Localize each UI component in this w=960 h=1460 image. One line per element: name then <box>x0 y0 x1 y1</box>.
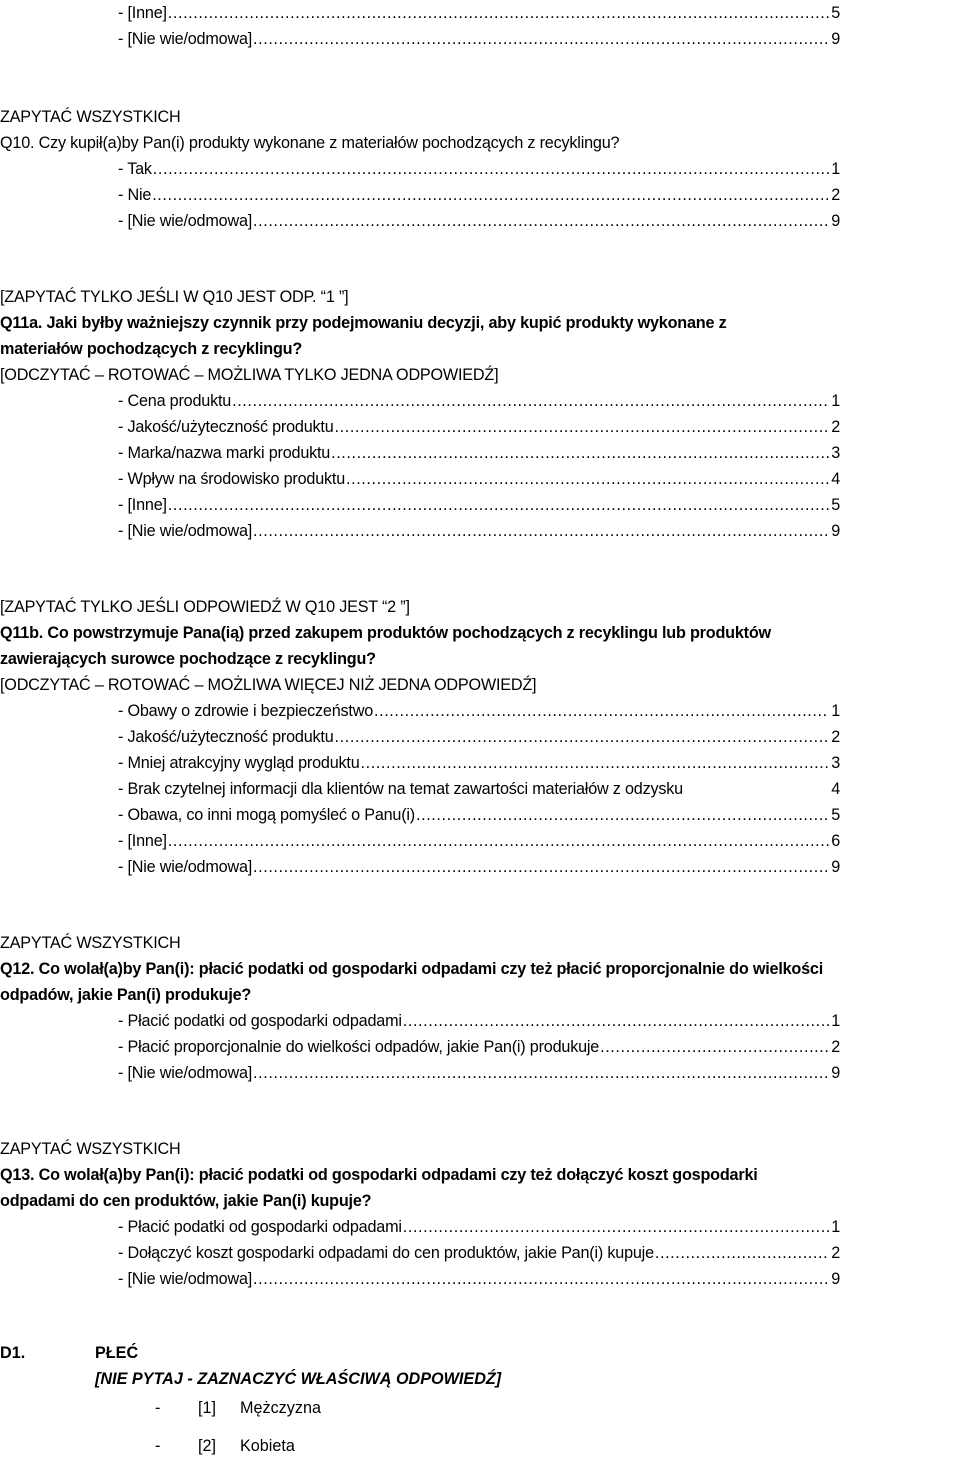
question-text: zawierających surowce pochodzące z recyklingu? <box>0 650 376 668</box>
answer-option <box>118 828 840 854</box>
answer-code: 2 <box>831 1244 840 1262</box>
answer-dash: - <box>155 1399 161 1417</box>
instruction-text: [ZAPYTAĆ TYLKO JEŚLI ODPOWIEDŹ W Q10 JEST “2 ”] <box>0 598 410 616</box>
answer-label: - [Nie wie/odmowa] <box>118 30 253 48</box>
answer-option <box>118 776 840 802</box>
question-text: Q11b. Co powstrzymuje Pana(ią) przed zakupem produktów pochodzących z recyklingu lub produktów <box>0 624 771 642</box>
question-text: odpadami do cen produktów, jakie Pan(i) kupuje? <box>0 1192 372 1210</box>
answer-label: - Obawy o zdrowie i bezpieczeństwo <box>118 702 374 720</box>
dot-leader <box>600 1034 829 1060</box>
dot-leader <box>346 466 829 492</box>
answer-option <box>118 1266 840 1292</box>
answer-code: 2 <box>831 186 840 204</box>
dot-leader <box>403 1008 829 1034</box>
answer-code: 6 <box>831 832 840 850</box>
instruction-text: ZAPYTAĆ WSZYSTKICH <box>0 108 181 126</box>
answer-code: 3 <box>831 754 840 772</box>
answer-option <box>118 440 840 466</box>
answer-option <box>118 156 840 182</box>
question-number: D1. <box>0 1344 26 1362</box>
interviewer-instruction: [NIE PYTAJ - ZAZNACZYĆ WŁAŚCIWĄ ODPOWIEDŹ] <box>95 1370 502 1388</box>
answer-label: - Brak czytelnej informacji dla klientów na temat zawartości materiałów z odzysku <box>118 780 683 798</box>
answer-label: - Wpływ na środowisko produktu <box>118 470 346 488</box>
answer-option <box>118 1214 840 1240</box>
dot-leader <box>253 1060 829 1086</box>
answer-code: 9 <box>831 212 840 230</box>
answer-code: 2 <box>831 1038 840 1056</box>
answer-label: - [Nie wie/odmowa] <box>118 522 253 540</box>
dot-leader <box>253 518 829 544</box>
dot-leader <box>374 698 829 724</box>
answer-option <box>118 182 840 208</box>
answer-label: - Dołączyć koszt gospodarki odpadami do cen produktów, jakie Pan(i) kupuje <box>118 1244 654 1262</box>
dot-leader <box>331 440 829 466</box>
dot-leader <box>253 1266 829 1292</box>
answer-label: - Jakość/użyteczność produktu <box>118 418 334 436</box>
answer-code: 3 <box>831 444 840 462</box>
answer-code: 1 <box>831 702 840 720</box>
answer-label: - [Inne] <box>118 4 167 22</box>
answer-code: 9 <box>831 30 840 48</box>
question-text: Q12. Co wolał(a)by Pan(i): płacić podatki od gospodarki odpadami czy też płacić proporcjonalnie do wielkości <box>0 960 824 978</box>
answer-code: 1 <box>831 392 840 410</box>
answer-code: 1 <box>831 160 840 178</box>
answer-label: - [Inne] <box>118 832 167 850</box>
question-text: odpadów, jakie Pan(i) produkuje? <box>0 986 252 1004</box>
answer-code: [2] <box>198 1437 216 1455</box>
dot-leader <box>153 156 829 182</box>
answer-code: 4 <box>831 470 840 488</box>
answer-label: Mężczyzna <box>240 1399 321 1417</box>
answer-option <box>118 1240 840 1266</box>
instruction-text: [ZAPYTAĆ TYLKO JEŚLI W Q10 JEST ODP. “1 ”] <box>0 288 349 306</box>
dot-leader <box>416 802 829 828</box>
answer-code: 9 <box>831 522 840 540</box>
answer-label: - Płacić podatki od gospodarki odpadami <box>118 1012 402 1030</box>
dot-leader <box>168 828 829 854</box>
answer-option <box>118 208 840 234</box>
answer-option <box>118 0 840 26</box>
dot-leader <box>335 414 830 440</box>
answer-code: [1] <box>198 1399 216 1417</box>
answer-label: - Płacić podatki od gospodarki odpadami <box>118 1218 402 1236</box>
question-text: materiałów pochodzących z recyklingu? <box>0 340 303 358</box>
dot-leader <box>168 492 829 518</box>
answer-label: - Obawa, co inni mogą pomyśleć o Panu(i) <box>118 806 416 824</box>
answer-code: 4 <box>831 780 840 798</box>
answer-label: - [Nie wie/odmowa] <box>118 1064 253 1082</box>
instruction-text: Q10. Czy kupił(a)by Pan(i) produkty wykonane z materiałów pochodzących z recyklingu? <box>0 134 620 152</box>
answer-code: 9 <box>831 1064 840 1082</box>
answer-label: - Cena produktu <box>118 392 232 410</box>
answer-option <box>118 518 840 544</box>
answer-code: 1 <box>831 1012 840 1030</box>
question-text: Q13. Co wolał(a)by Pan(i): płacić podatki od gospodarki odpadami czy też dołączyć koszt gospodarki <box>0 1166 758 1184</box>
dot-leader <box>335 724 830 750</box>
dot-leader <box>232 388 829 414</box>
answer-label: - Nie <box>118 186 152 204</box>
answer-label: - Jakość/użyteczność produktu <box>118 728 334 746</box>
answer-code: 2 <box>831 418 840 436</box>
dot-leader <box>361 750 830 776</box>
instruction-text: [ODCZYTAĆ – ROTOWAĆ – MOŻLIWA WIĘCEJ NIŻ JEDNA ODPOWIEDŹ] <box>0 676 537 694</box>
question-title: PŁEĆ <box>95 1344 139 1362</box>
dot-leader <box>253 26 829 52</box>
answer-label: - Mniej atrakcyjny wygląd produktu <box>118 754 360 772</box>
answer-code: 1 <box>831 1218 840 1236</box>
dot-leader <box>253 854 829 880</box>
answer-code: 5 <box>831 806 840 824</box>
answer-code: 5 <box>831 4 840 22</box>
answer-code: 5 <box>831 496 840 514</box>
answer-option <box>118 1034 840 1060</box>
answer-label: - [Nie wie/odmowa] <box>118 1270 253 1288</box>
dot-leader <box>655 1240 829 1266</box>
answer-option <box>118 1008 840 1034</box>
question-text: Q11a. Jaki byłby ważniejszy czynnik przy podejmowaniu decyzji, aby kupić produkty wykonane z <box>0 314 727 332</box>
dot-leader <box>403 1214 829 1240</box>
answer-option <box>118 414 840 440</box>
answer-label: - [Inne] <box>118 496 167 514</box>
answer-option <box>118 388 840 414</box>
answer-option <box>118 854 840 880</box>
answer-label: - [Nie wie/odmowa] <box>118 858 253 876</box>
instruction-text: ZAPYTAĆ WSZYSTKICH <box>0 934 181 952</box>
answer-option <box>118 724 840 750</box>
answer-dash: - <box>155 1437 161 1455</box>
instruction-text: ZAPYTAĆ WSZYSTKICH <box>0 1140 181 1158</box>
answer-label: - [Nie wie/odmowa] <box>118 212 253 230</box>
dot-leader <box>168 0 829 26</box>
answer-option <box>118 492 840 518</box>
instruction-text: [ODCZYTAĆ – ROTOWAĆ – MOŻLIWA TYLKO JEDNA ODPOWIEDŹ] <box>0 366 499 384</box>
answer-option <box>118 698 840 724</box>
answer-code: 2 <box>831 728 840 746</box>
dot-leader <box>152 182 829 208</box>
answer-option <box>118 466 840 492</box>
answer-code: 9 <box>831 858 840 876</box>
answer-label: - Tak <box>118 160 152 178</box>
answer-label: - Płacić proporcjonalnie do wielkości odpadów, jakie Pan(i) produkuje <box>118 1038 600 1056</box>
answer-option <box>118 26 840 52</box>
answer-label: - Marka/nazwa marki produktu <box>118 444 331 462</box>
answer-label: Kobieta <box>240 1437 295 1455</box>
answer-option <box>118 750 840 776</box>
answer-code: 9 <box>831 1270 840 1288</box>
dot-leader <box>253 208 829 234</box>
answer-option <box>118 802 840 828</box>
answer-option <box>118 1060 840 1086</box>
